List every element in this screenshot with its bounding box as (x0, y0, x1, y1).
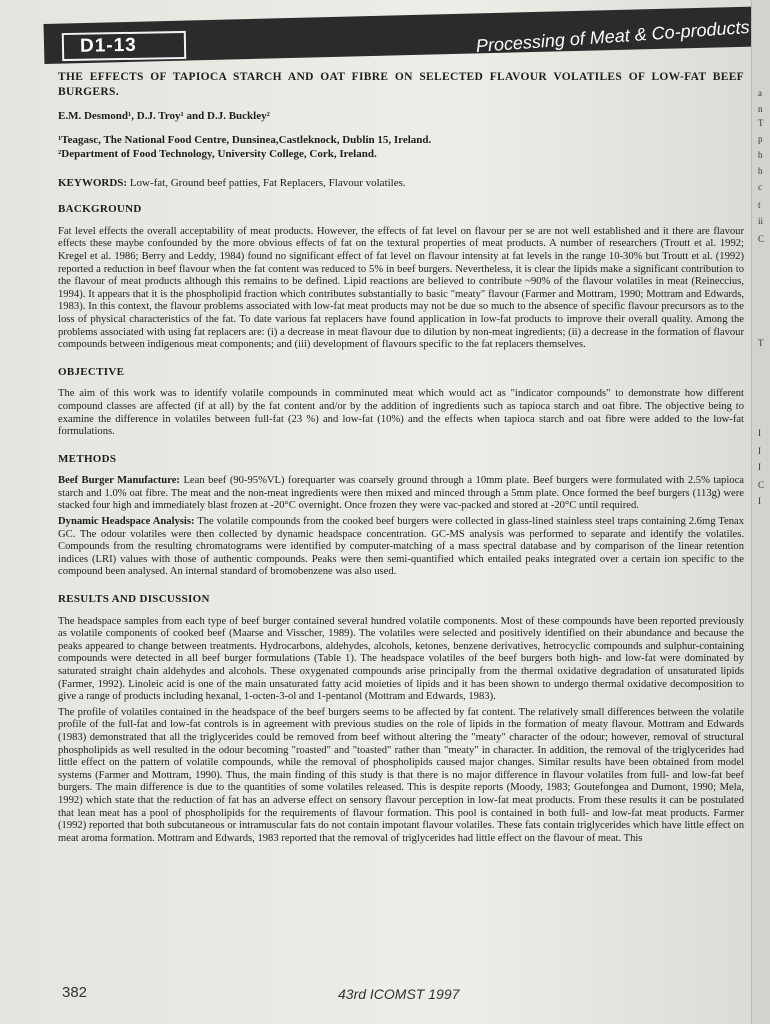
keywords-line (58, 177, 744, 190)
edge-fragment: p (758, 134, 763, 144)
article-body (58, 70, 744, 848)
affiliation-2: ²Department of Food Technology, University College, Cork, Ireland. (58, 147, 377, 160)
methods-heading: METHODS (58, 452, 117, 465)
edge-fragment: ii (758, 216, 764, 226)
edge-fragment: I (758, 462, 761, 472)
results-paragraph-2: The profile of volatiles contained in the headspace of the beef burgers seems to be affected by fat content. The relatively small differences between the volatile profile of the full-fat and low-fat controls is in agreement with previous studies on the role of lipids in the formation of meaty flavour. Mottram and Edwards (1983) demonstrated that all the triglycerides could be removed from beef without altering the "meaty" character of the odour; however, removal of structural phospholipids as well resulted in the odour becoming "roasted" and "toasted" rather than "meaty" in character. In addition, the removal of the triglycerides had little effect on the pattern of volatile compounds, while the removal of phospholipids caused major changes. Similar results have been obtained from model systems (Farmer and Mottram, 1990). Thus, the main finding of this study is that there is no major difference in flavour volatiles from full- and low-fat beef burgers. The main difference is due to the quantities of some volatiles released. This is despite reports (Moody, 1983; Goutefongea and Dumont, 1990; Mela, 1992) which state that the reduction of fat has an adverse effect on sensory flavour perception in low-fat meat products. From these results it can be postulated that lean meat has a pool of phospholipids for the requirements of flavour formation. This pool is contained in both full- and low-fat meat products. Farmer (1992) reported that both subcutaneous or intramuscular fats do not contain impotant flavour volatiles. These fats contain triglycerides which have little effect on meat aroma formation. Mottram and Edwards, 1983 reported that the removal of triglycerides had little effect on the flavour of meat. This (58, 706, 744, 844)
background-heading: BACKGROUND (58, 203, 142, 216)
results-heading: RESULTS AND DISCUSSION (58, 593, 210, 606)
edge-fragment: t (758, 200, 761, 210)
edge-fragment: a (758, 88, 762, 98)
edge-fragment: b (758, 150, 763, 160)
page-number: 382 (62, 984, 88, 1001)
manufacture-label: Beef Burger Manufacture: (58, 475, 180, 487)
edge-fragment: T (758, 118, 764, 128)
methods-manufacture (58, 475, 744, 513)
objective-text: The aim of this work was to identify volatile compounds in comminuted meat which would act as "indicator compounds" to demonstrate how different compound classes are affected (if at all) by the fat content and/or by the addition of ingredients such as tapioca starch and oat fibre. The objective being to examine the difference in volatiles between full-fat (23 %) and low-fat (10%) and the effects when tapioca starch and oat fibre were added to the low-fat formulations. (58, 388, 744, 438)
conference-footer: 43rd ICOMST 1997 (338, 986, 460, 1002)
edge-fragment: C (758, 480, 765, 490)
edge-fragment: T (758, 338, 764, 348)
manufacture-text: Lean beef (90-95%VL) forequarter was coarsely ground through a 10mm plate. Beef burgers were formulated with 2.5% tapioca starch and 1.0% oat fibre. The meat and the non-meat ingredients were then mixed and minced through a 5mm plate. Once formed the beef burgers (113g) were stacked four high and immediately blast frozen at -20°C overnight. Once frozen they were vac-packed and stored at -20°C until required. (58, 475, 744, 512)
headspace-label: Dynamic Headspace Analysis: (58, 516, 195, 528)
edge-fragment: b (758, 166, 763, 176)
section-title: Processing of Meat & Co-products (475, 16, 751, 56)
background-text: Fat level effects the overall acceptability of meat products. However, the effects of fat level on flavour per se are not well established and it there are flavour effects these maybe confounded by the more obvious effects of fat on the textural properties of meat products. A number of researchers (Troutt et al. 1992; Kregel et al. 1986; Berry and Leddy, 1984) found no significant effect of fat level on flavour intensity at fat levels in the range 10-30% but Troutt et al. (1992) reported a reduction in beef flavour when the fat content was reduced to 5% in beef burgers. Nevertheless, it is clear the lipids make a significant contribution to the flavour of meat products although this remains to be defined. Lipid reactions are believed to contribute ~90% of the flavour volatiles in meat (Reineccius, 1994). It appears that it is the phospholipid fraction which contributes substantially to basic "meaty" flavour (Farmer and Mottram, 1990; Mottram and Edwards, 1983). In this context, the flavour problems associated with low-fat meat products may not be due so much to the absence of specific flavour precursors as to the loss of physical characteristics of the fat. To date various fat replacers have found application in low-fat products to improve their overall quality. Among the problems associated with using fat replacers are: (i) a decrease in meat flavour due to dilution by non-meat ingredients; (ii) a decrease in the formation of flavour compounds between indigenous meat components; and (iii) development of flavours specific to the fat replacers themselves. (58, 225, 744, 351)
keywords-label: KEYWORDS: (58, 176, 128, 189)
edge-fragment: n (758, 104, 763, 114)
edge-fragment: I (758, 428, 761, 438)
affiliation-1: ¹Teagasc, The National Food Centre, Dunsinea,Castleknock, Dublin 15, Ireland. (58, 133, 432, 146)
paper-title: THE EFFECTS OF TAPIOCA STARCH AND OAT FIBRE ON SELECTED FLAVOUR VOLATILES OF LOW-FAT BEEF BURGERS. (58, 71, 744, 98)
paper-code: D1-13 (62, 31, 186, 61)
edge-fragment: I (758, 496, 761, 506)
headspace-text: The volatile compounds from the cooked beef burgers were collected in glass-lined stainless steel traps containing 2.6mg Tenax GC. The odour volatiles were then collected by dynamic headspace concentration. GC-MS analysis was performed to separate and identify the volatiles. Compounds from the resulting chromatograms were identified by computer-matching of a mass spectral database and by comparison of the linear retention indices (LRI) values with those of authentic compounds. Peaks were then semi-quantified which entailed peaks integrated over a certain ion specific to the compound been analysed. An internal standard of bromobenzene was also used. (58, 516, 744, 578)
methods-headspace (58, 516, 744, 579)
objective-heading: OBJECTIVE (58, 365, 125, 378)
edge-fragment: I (758, 446, 761, 456)
edge-fragment: C (758, 234, 765, 244)
keywords-text: Low-fat, Ground beef patties, Fat Replacers, Flavour volatiles. (129, 176, 406, 189)
edge-fragment: c (758, 182, 762, 192)
results-paragraph-1: The headspace samples from each type of beef burger contained several hundred volatile components. Most of these compounds have been reported previously as volatile components of cooked beef (Maarse and Visscher, 1989). The volatiles were selected and positively identified on their abundance and because the peaks appeared to change between treatments. Hydrocarbons, aldehydes, alcohols, ketones, benzene derivatives, hetrocyclic compounds and sulphur-containing compounds were detected in all beef burger formulations (Table 1). The headspace volatiles of the beef burgers both high- and low-fat were dominated by saturated straight chain aldehydes and alcohols. These oxygenated compounds arise principally from the thermal oxidative degradation of unsaturated lipids (Farmer, 1992). Linoleic acid is one of the main unsaturated fatty acid moieties of lipids and it has been shown to undergo thermal oxidative decomposition to give a range of products including hexanal, 1-octen-3-ol and 1-pentanol (Mottram and Edwards, 1983). (58, 615, 744, 703)
author-list: E.M. Desmond¹, D.J. Troy¹ and D.J. Buckley² (58, 110, 270, 122)
